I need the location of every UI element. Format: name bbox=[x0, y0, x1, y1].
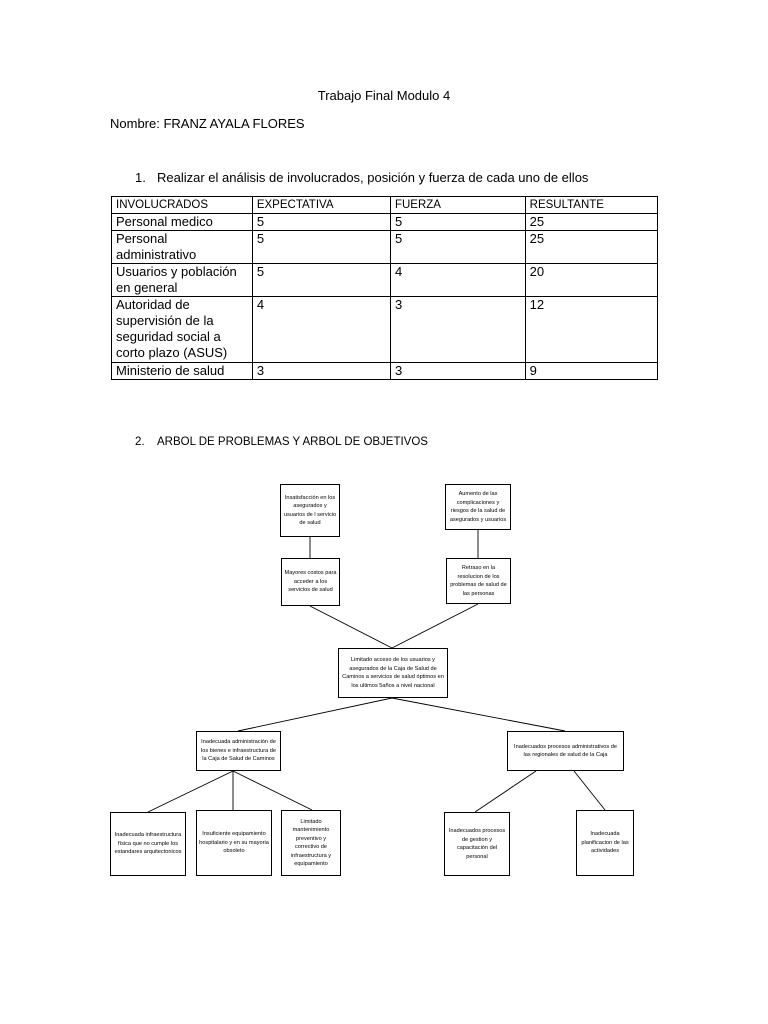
table-cell: Autoridad de supervisión de la seguridad social a corto plazo (ASUS) bbox=[112, 297, 253, 363]
table-header-row bbox=[112, 197, 658, 214]
cause-box: Inadecuada administración de los bienes e infraestructura de la Caja de Salud de Caminos bbox=[196, 731, 281, 771]
question-1-number: 1. bbox=[135, 170, 146, 185]
table-row bbox=[112, 363, 658, 380]
question-1-text: Realizar el análisis de involucrados, posición y fuerza de cada uno de ellos bbox=[157, 170, 589, 185]
table-row bbox=[112, 231, 658, 264]
column-header: EXPECTATIVA bbox=[252, 197, 390, 214]
connector-line bbox=[310, 606, 392, 648]
connector-line bbox=[392, 604, 478, 648]
table-cell: 5 bbox=[252, 231, 390, 264]
document-title: Trabajo Final Modulo 4 bbox=[317, 88, 451, 103]
effect-box: Retraso en la resolucion de los problemas de salud de las personas bbox=[446, 558, 511, 604]
table-cell: 5 bbox=[252, 214, 390, 231]
table-row bbox=[112, 297, 658, 363]
question-2 bbox=[135, 436, 428, 448]
table-cell: 20 bbox=[525, 264, 657, 297]
table-cell: 4 bbox=[390, 264, 525, 297]
table-cell: 5 bbox=[252, 264, 390, 297]
table-cell: 9 bbox=[525, 363, 657, 380]
table-cell: 3 bbox=[390, 363, 525, 380]
table-cell: 3 bbox=[390, 297, 525, 363]
connector-line bbox=[148, 771, 233, 812]
question-1 bbox=[135, 170, 588, 185]
column-header: FUERZA bbox=[390, 197, 525, 214]
sub-cause-box: Inadecuada infraestructura física que no cumple los estandares arquitectonicos bbox=[110, 812, 186, 876]
effect-box: Aumento de las complicaciones y riesgos de la salud de asegurados y usuarios bbox=[445, 484, 511, 530]
column-header: RESULTANTE bbox=[525, 197, 657, 214]
question-2-number: 2. bbox=[135, 436, 145, 448]
table-cell: Usuarios y población en general bbox=[112, 264, 253, 297]
central-problem-box: Limitado acceso de los usuarios y asegurados de la Caja de Salud de Caminos a servicios de salud óptimos en los ultimos 5años a nivel nacional bbox=[338, 648, 448, 698]
sub-cause-box: Inadecuados procesos de gestion y capacitación del personal bbox=[444, 812, 510, 876]
column-header: INVOLUCRADOS bbox=[112, 197, 253, 214]
connector-line bbox=[475, 771, 536, 812]
table-cell: 25 bbox=[525, 214, 657, 231]
cause-box: Inadecuados procesos administrativos de las regionales de salud de la Caja bbox=[507, 731, 624, 771]
author-name: Nombre: FRANZ AYALA FLORES bbox=[110, 116, 305, 131]
table-cell: 4 bbox=[252, 297, 390, 363]
table-cell: Ministerio de salud bbox=[112, 363, 253, 380]
sub-cause-box: Insuficiente equipamiento hospitalario y en su mayoria obsoleto bbox=[196, 810, 272, 876]
effect-box: Insatisfacción en los asegurados y usuarios de l servicio de salud bbox=[280, 484, 340, 537]
table-cell: 3 bbox=[252, 363, 390, 380]
table-row bbox=[112, 264, 658, 297]
table-row bbox=[112, 214, 658, 231]
connector-line bbox=[238, 698, 392, 731]
connector-line bbox=[574, 771, 605, 810]
connector-line bbox=[392, 698, 565, 731]
effect-box: Mayores costos para acceder a los servicios de salud bbox=[281, 558, 340, 606]
table-cell: Personal medico bbox=[112, 214, 253, 231]
sub-cause-box: Limitado mantenimiento preventivo y correctivo de infraestructura y equipamiento bbox=[281, 810, 341, 876]
table-cell: 25 bbox=[525, 231, 657, 264]
stakeholder-table bbox=[111, 196, 658, 380]
sub-cause-box: Inadecuada planificacion de las actividades bbox=[576, 810, 634, 876]
table-cell: 5 bbox=[390, 214, 525, 231]
connector-line bbox=[233, 771, 312, 810]
table-cell: 5 bbox=[390, 231, 525, 264]
table-cell: 12 bbox=[525, 297, 657, 363]
table-cell: Personal administrativo bbox=[112, 231, 253, 264]
question-2-text: ARBOL DE PROBLEMAS Y ARBOL DE OBJETIVOS bbox=[157, 436, 428, 448]
